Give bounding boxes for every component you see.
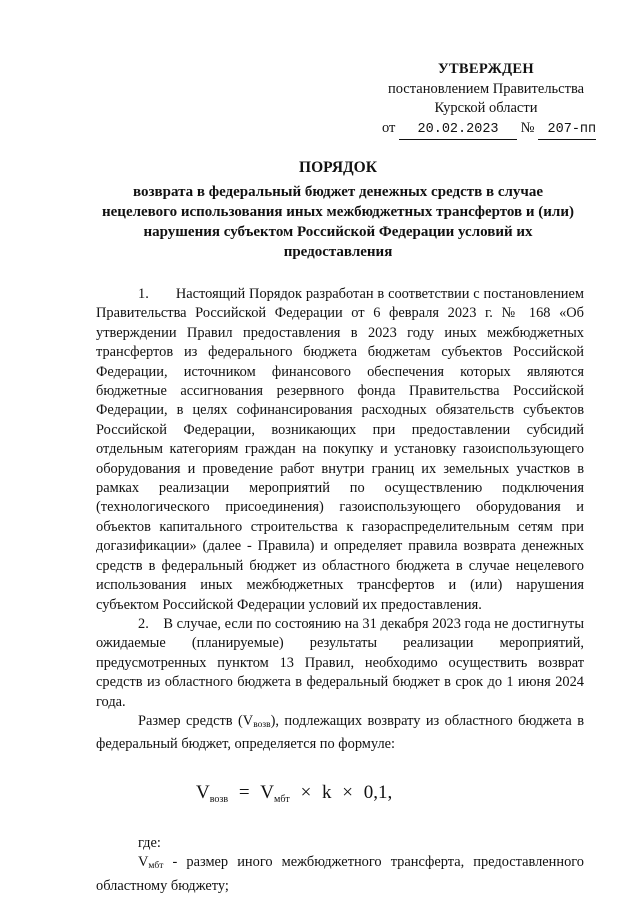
p3-before: Размер средств (V <box>138 712 254 729</box>
paragraph-3 <box>96 712 584 755</box>
p3-subscript: возв <box>253 719 271 730</box>
paragraph-2: 2. В случае, если по состоянию на 31 декабря 2023 года не достигнуты ожидаемые (планируемые) результаты реализации мероприятий, предусмотренных пунктом 13 Правил, необходимо осуществить возврат средств из областного бюджета в федеральный бюджет в срок до 1 июня 2024 года. <box>96 615 584 710</box>
formula-coef: 0,1 <box>363 781 388 803</box>
approval-line-2: Курской области <box>434 100 538 116</box>
formula-times-2: × <box>342 781 353 803</box>
where-label: где: <box>138 834 161 851</box>
def-symbol: V <box>138 854 149 871</box>
approval-line-1: постановлением Правительства <box>387 80 585 97</box>
definition-vmbt <box>96 853 584 896</box>
approval-date: 20.02.2023 <box>399 120 517 141</box>
formula-times-1: × <box>300 781 312 803</box>
document-title <box>96 158 580 262</box>
title-main: ПОРЯДОК <box>299 159 377 176</box>
title-line-1: возврата в федеральный бюджет денежных средств в случае <box>132 184 544 200</box>
formula-v-sub: возв <box>209 793 229 805</box>
document-body <box>96 285 584 896</box>
formula-v2: V <box>260 781 275 803</box>
from-label: от <box>382 119 396 136</box>
formula-comma: , <box>387 781 393 803</box>
def-subscript: мбт <box>148 861 164 872</box>
formula-v: V <box>196 781 210 803</box>
formula-equals: = <box>238 781 250 803</box>
formula-k: k <box>322 781 332 803</box>
title-line-2: нецелевого использования иных межбюджетных трансфертов и (или) <box>102 204 574 220</box>
formula <box>196 779 584 814</box>
formula-v2-sub: мбт <box>274 793 290 805</box>
p3-after: ), подлежащих возврату из областного бюджета в федеральный бюджет, определяется по формуле: <box>96 712 585 753</box>
approval-number: 207-пп <box>538 120 596 141</box>
approval-stamp <box>372 60 600 140</box>
def-text: - размер иного межбюджетного трансферта, предоставленного областному бюджету; <box>96 854 584 894</box>
title-line-4: предоставления <box>283 244 393 260</box>
approval-date-line <box>372 119 600 141</box>
number-label: № <box>520 119 535 136</box>
paragraph-1: 1. Настоящий Порядок разработан в соответствии с постановлением Правительства Российской Федерации от 6 февраля 2023 г. № 168 «Об утверждении Правил предоставления в 2023 году иных межбюджетных трансфертов из федерального бюджета бюджетам субъектов Российской Федерации, источником финансового обеспечения которых являются бюджетные ассигнования резервного фонда Правительства Российской Федерации, в целях софинансирования расходных обязательств субъектов Российской Федерации, возникающих при предоставлении субсидий отдельным категориям граждан на покупку и установку газоиспользующего оборудования и проведение работ внутри границ их земельных участков в рамках реализации мероприятий по осуществлению подключения (технологического присоединения) газоиспользующего оборудования и объектов капитального строительства к газораспределительным сетям при догазификации» (далее - Правила) и определяет правила возврата денежных средств в федеральный бюджет из областного бюджета в случае нецелевого использования иных межбюджетных трансфертов и (или) нарушения субъектом Российской Федерации условий их предоставления. <box>96 286 584 613</box>
title-line-3: нарушения субъектом Российской Федерации условий их <box>143 224 533 240</box>
approved-heading: УТВЕРЖДЕН <box>438 61 534 77</box>
